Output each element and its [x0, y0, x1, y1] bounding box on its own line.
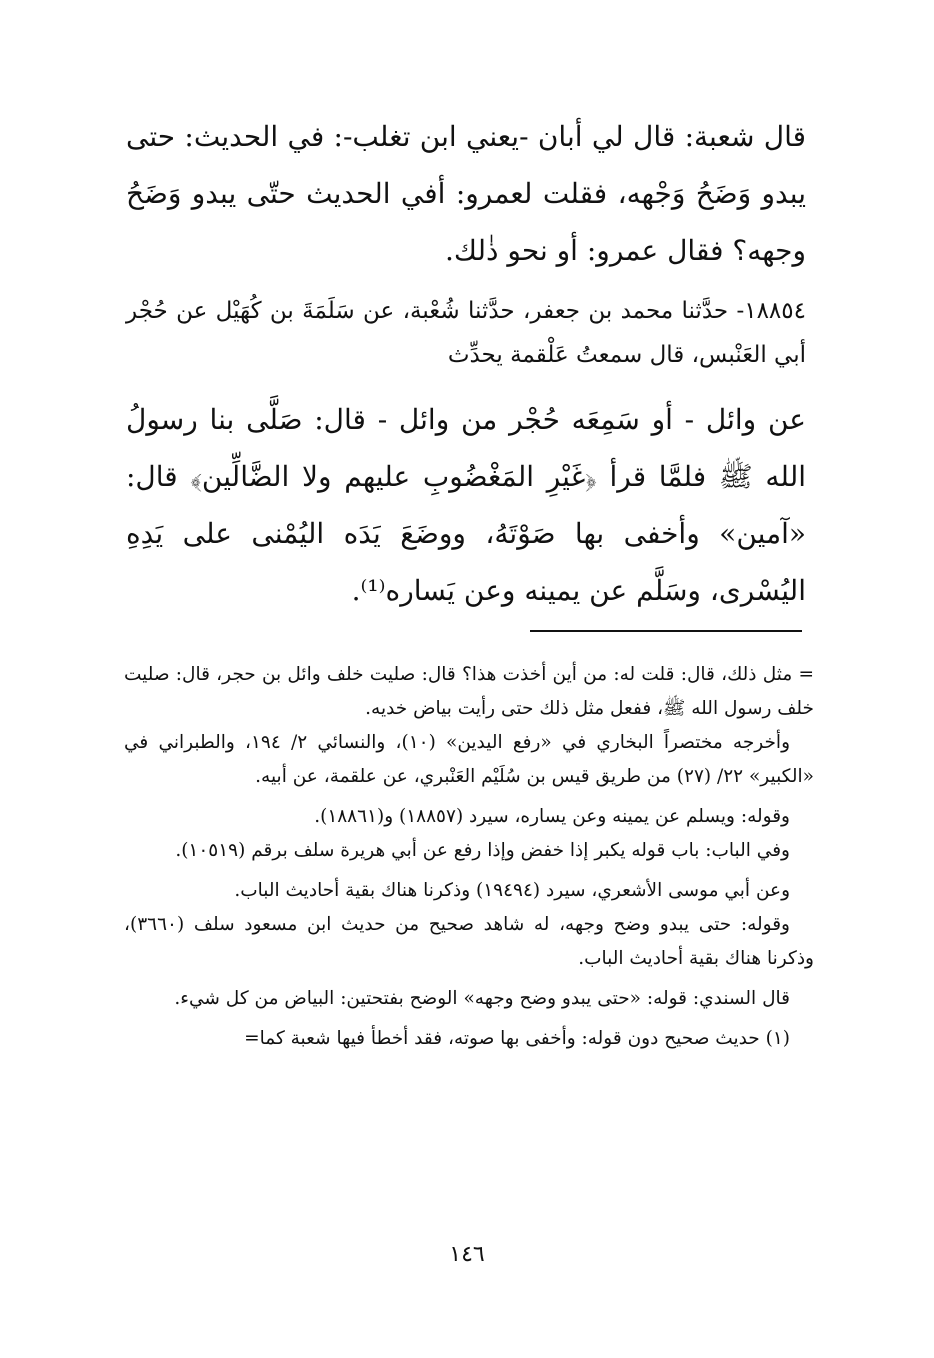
footnote-bab-abu-hurayra: وفي الباب: باب قوله يكبر إذا خفض وإذا رفع عن أبي هريرة سلف برقم (١٠٥١٩). — [175, 840, 790, 861]
footnote-separator — [530, 630, 802, 632]
footnote-sindi: قال السندي: قوله: «حتى يبدو وضح وجهه» الوضح بفتحتين: البياض من كل شيء. — [174, 988, 790, 1009]
footnotes — [124, 658, 814, 1056]
footnote-1: (١) حديث صحيح دون قوله: وأخفى بها صوته، فقد أخطأ فيها شعبة كما= — [244, 1028, 790, 1049]
hadith-isnad-18854: ١٨٨٥٤- حدَّثنا محمد بن جعفر، حدَّثنا شُعْبة، عن سَلَمَةَ بن كُهَيْل عن حُجْر أبي العَنْبس، قال سمعتُ عَلْقمة يحدِّث — [126, 298, 806, 368]
hadith-matn-18854: عن وائل - أو سَمِعَه حُجْر من وائل - قال: صَلَّى بنا رسولُ الله ﷺ فلمَّا قرأ ﴿غَيْرِ المَغْضُوبِ عليهم ولا الضَّالِّين﴾ قال: «آمين» وأخفى بها صَوْتَهُ، ووضَعَ يَدَه اليُمْنى على يَدِهِ اليُسْرى، وسَلَّم عن يمينه وعن يَساره⁽¹⁾. — [126, 403, 806, 607]
main-text — [126, 108, 806, 619]
footnote-continuation: = مثل ذلك، قال: قلت له: من أين أخذت هذا؟ قال: صليت خلف وائل بن حجر، قال: صليت خلف رسول الله ﷺ، ففعل مثل ذلك حتى رأيت بياض خديه. — [124, 664, 814, 719]
page-number: ١٤٦ — [449, 1242, 485, 1267]
footnote-takhrij: وأخرجه مختصراً البخاري في «رفع اليدين» (١٠)، والنسائي ٢/ ١٩٤، والطبراني في «الكبير» ٢٢/ (٢٧) من طريق قيس بن سُلَيْم العَنْبري، عن علقمة، عن أبيه. — [124, 732, 814, 787]
footnote-salam: وقوله: ويسلم عن يمينه وعن يساره، سيرد (١٨٨٥٧) و(١٨٨٦١). — [314, 806, 790, 827]
footnote-wadah-wajhih: وقوله: حتى يبدو وضح وجهه، له شاهد صحيح من حديث ابن مسعود سلف (٣٦٦٠)، وذكرنا هناك بقية أحاديث الباب. — [124, 914, 814, 969]
main-paragraph-1: قال شعبة: قال لي أبان -يعني ابن تغلب-: في الحديث: حتى يبدو وَضَحُ وَجْهه، فقلت لعمرو: أفي الحديث حتّى يبدو وَضَحُ وجهه؟ فقال عمرو: أو نحو ذٰلك. — [126, 120, 806, 267]
footnote-abu-musa: وعن أبي موسى الأشعري، سيرد (١٩٤٩٤) وذكرنا هناك بقية أحاديث الباب. — [234, 880, 790, 901]
